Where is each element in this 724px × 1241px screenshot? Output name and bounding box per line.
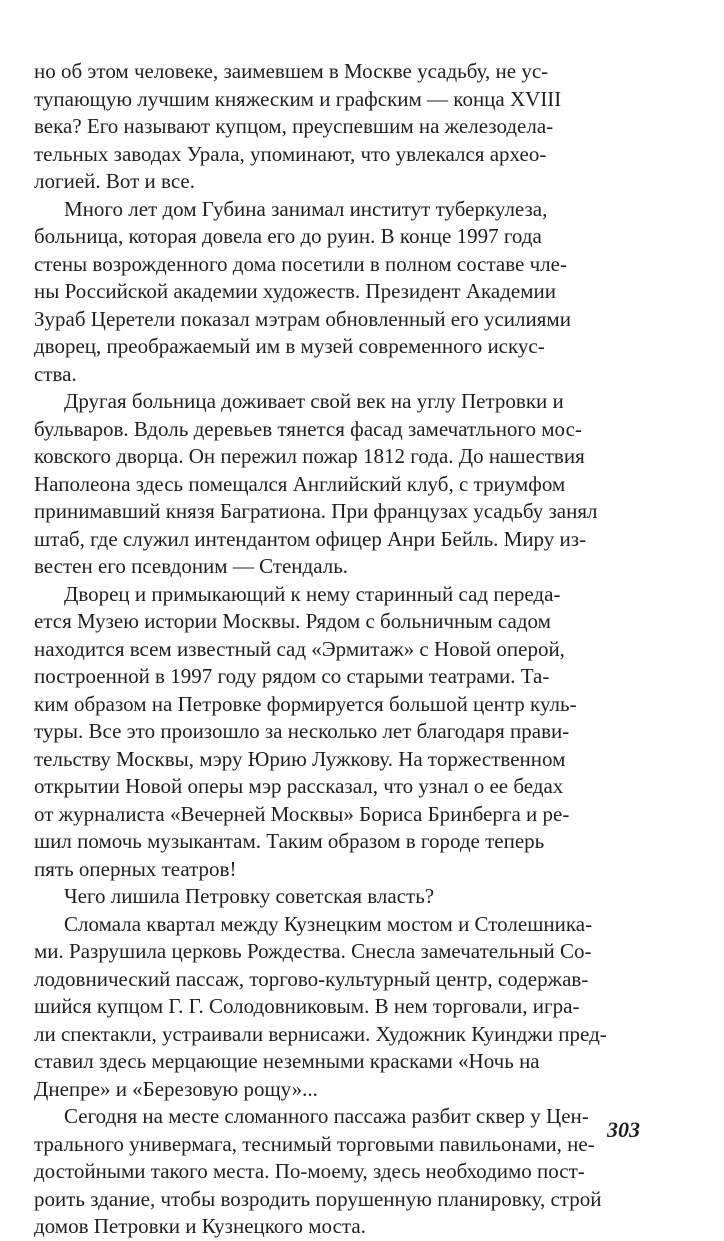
text-line: шил помочь музыкантам. Таким образом в городе теперь xyxy=(34,829,545,853)
text-line: Сломала квартал между Кузнецким мостом и Столешника- xyxy=(64,911,593,936)
text-line: Дворец и примыкающий к нему старинный сад переда- xyxy=(64,581,561,606)
text-line: трального универмага, теснимый торговыми павильонами, не- xyxy=(34,1131,595,1156)
text-line: ковского дворца. Он пережил пожар 1812 года. До нашествия xyxy=(34,444,585,468)
text-line: шийся купцом Г. Г. Солодовниковым. В нем торговали, игра- xyxy=(34,994,580,1018)
text-line: Другая больница доживает свой век на углу Петровки и xyxy=(64,389,564,413)
text-line: ким образом на Петровке формируется большой центр куль- xyxy=(34,691,577,716)
text-line: тельству Москвы, мэру Юрию Лужкову. На торжественном xyxy=(34,746,566,771)
page-body xyxy=(34,58,644,1241)
text-line: лодовнический пассаж, торгово-культурный центр, содержав- xyxy=(34,966,589,991)
text-line: но об этом человеке, заимевшем в Москве усадьбу, не ус- xyxy=(34,59,549,83)
text-line: Много лет дом Губина занимал институт туберкулеза, xyxy=(64,196,548,221)
text-line: пять оперных театров! xyxy=(34,856,237,881)
text-line: роить здание, чтобы возродить порушенную планировку, строй xyxy=(34,1186,602,1211)
text-line: Сегодня на месте сломанного пассажа разбит сквер у Цен- xyxy=(64,1104,589,1128)
text-line: Чего лишила Петровку советская власть? xyxy=(64,884,435,908)
text-line: Зураб Церетели показал мэтрам обновленный его усилиями xyxy=(34,306,571,331)
text-line: штаб, где служил интендантом офицер Анри Бейль. Миру из- xyxy=(34,526,587,551)
text-line: вестен его псевдоним — Стендаль. xyxy=(34,554,349,578)
page-number: 303 xyxy=(607,1117,640,1142)
text-line: принимавший князя Багратиона. При французах усадьбу занял xyxy=(34,499,598,523)
text-line: построенной в 1997 году рядом со старыми театрами. Та- xyxy=(34,664,550,688)
text-line: находится всем известный сад «Эрмитаж» с Новой оперой, xyxy=(34,636,565,661)
text-line: логией. Вот и все. xyxy=(34,169,195,193)
text-line: больница, которая довела его до руин. В конце 1997 года xyxy=(34,224,542,248)
text-line: туры. Все это произошло за несколько лет благодаря прави- xyxy=(34,719,570,743)
text-line: ми. Разрушила церковь Рождества. Снесла замечательный Со- xyxy=(34,939,592,963)
text-line: домов Петровки и Кузнецкого моста. xyxy=(34,1214,366,1238)
text-line: тупающую лучшим княжеским и графским — конца XVIII xyxy=(34,86,562,111)
text-line: Днепре» и «Березовую рощу»... xyxy=(34,1076,318,1101)
text-line: тельных заводах Урала, упоминают, что увлекался архео- xyxy=(34,141,547,166)
text-line: дворец, преображаемый им в музей современного искус- xyxy=(34,334,545,358)
text-line: века? Его называют купцом, преуспевшим на железодела- xyxy=(34,114,554,138)
text-line: стены возрожденного дома посетили в полном составе чле- xyxy=(34,251,567,276)
text-line: ны Российской академии художеств. Президент Академии xyxy=(34,279,557,303)
text-line: открытии Новой оперы мэр рассказал, что узнал о ее бедах xyxy=(34,774,564,798)
text-line: ется Музею истории Москвы. Рядом с больничным садом xyxy=(34,609,551,633)
text-line: ли спектакли, устраивали вернисажи. Художник Куинджи пред- xyxy=(34,1021,607,1046)
text-line: от журналиста «Вечерней Москвы» Бориса Бринберга и ре- xyxy=(34,801,570,826)
text-line: ставил здесь мерцающие неземными красками «Ночь на xyxy=(34,1049,540,1073)
text-line: Наполеона здесь помещался Английский клуб, с триумфом xyxy=(34,471,566,496)
text-line: ства. xyxy=(34,361,77,386)
text-line: бульваров. Вдоль деревьев тянется фасад замечатльного мос- xyxy=(34,416,582,441)
text-line: достойными такого места. По-моему, здесь необходимо пост- xyxy=(34,1159,585,1183)
